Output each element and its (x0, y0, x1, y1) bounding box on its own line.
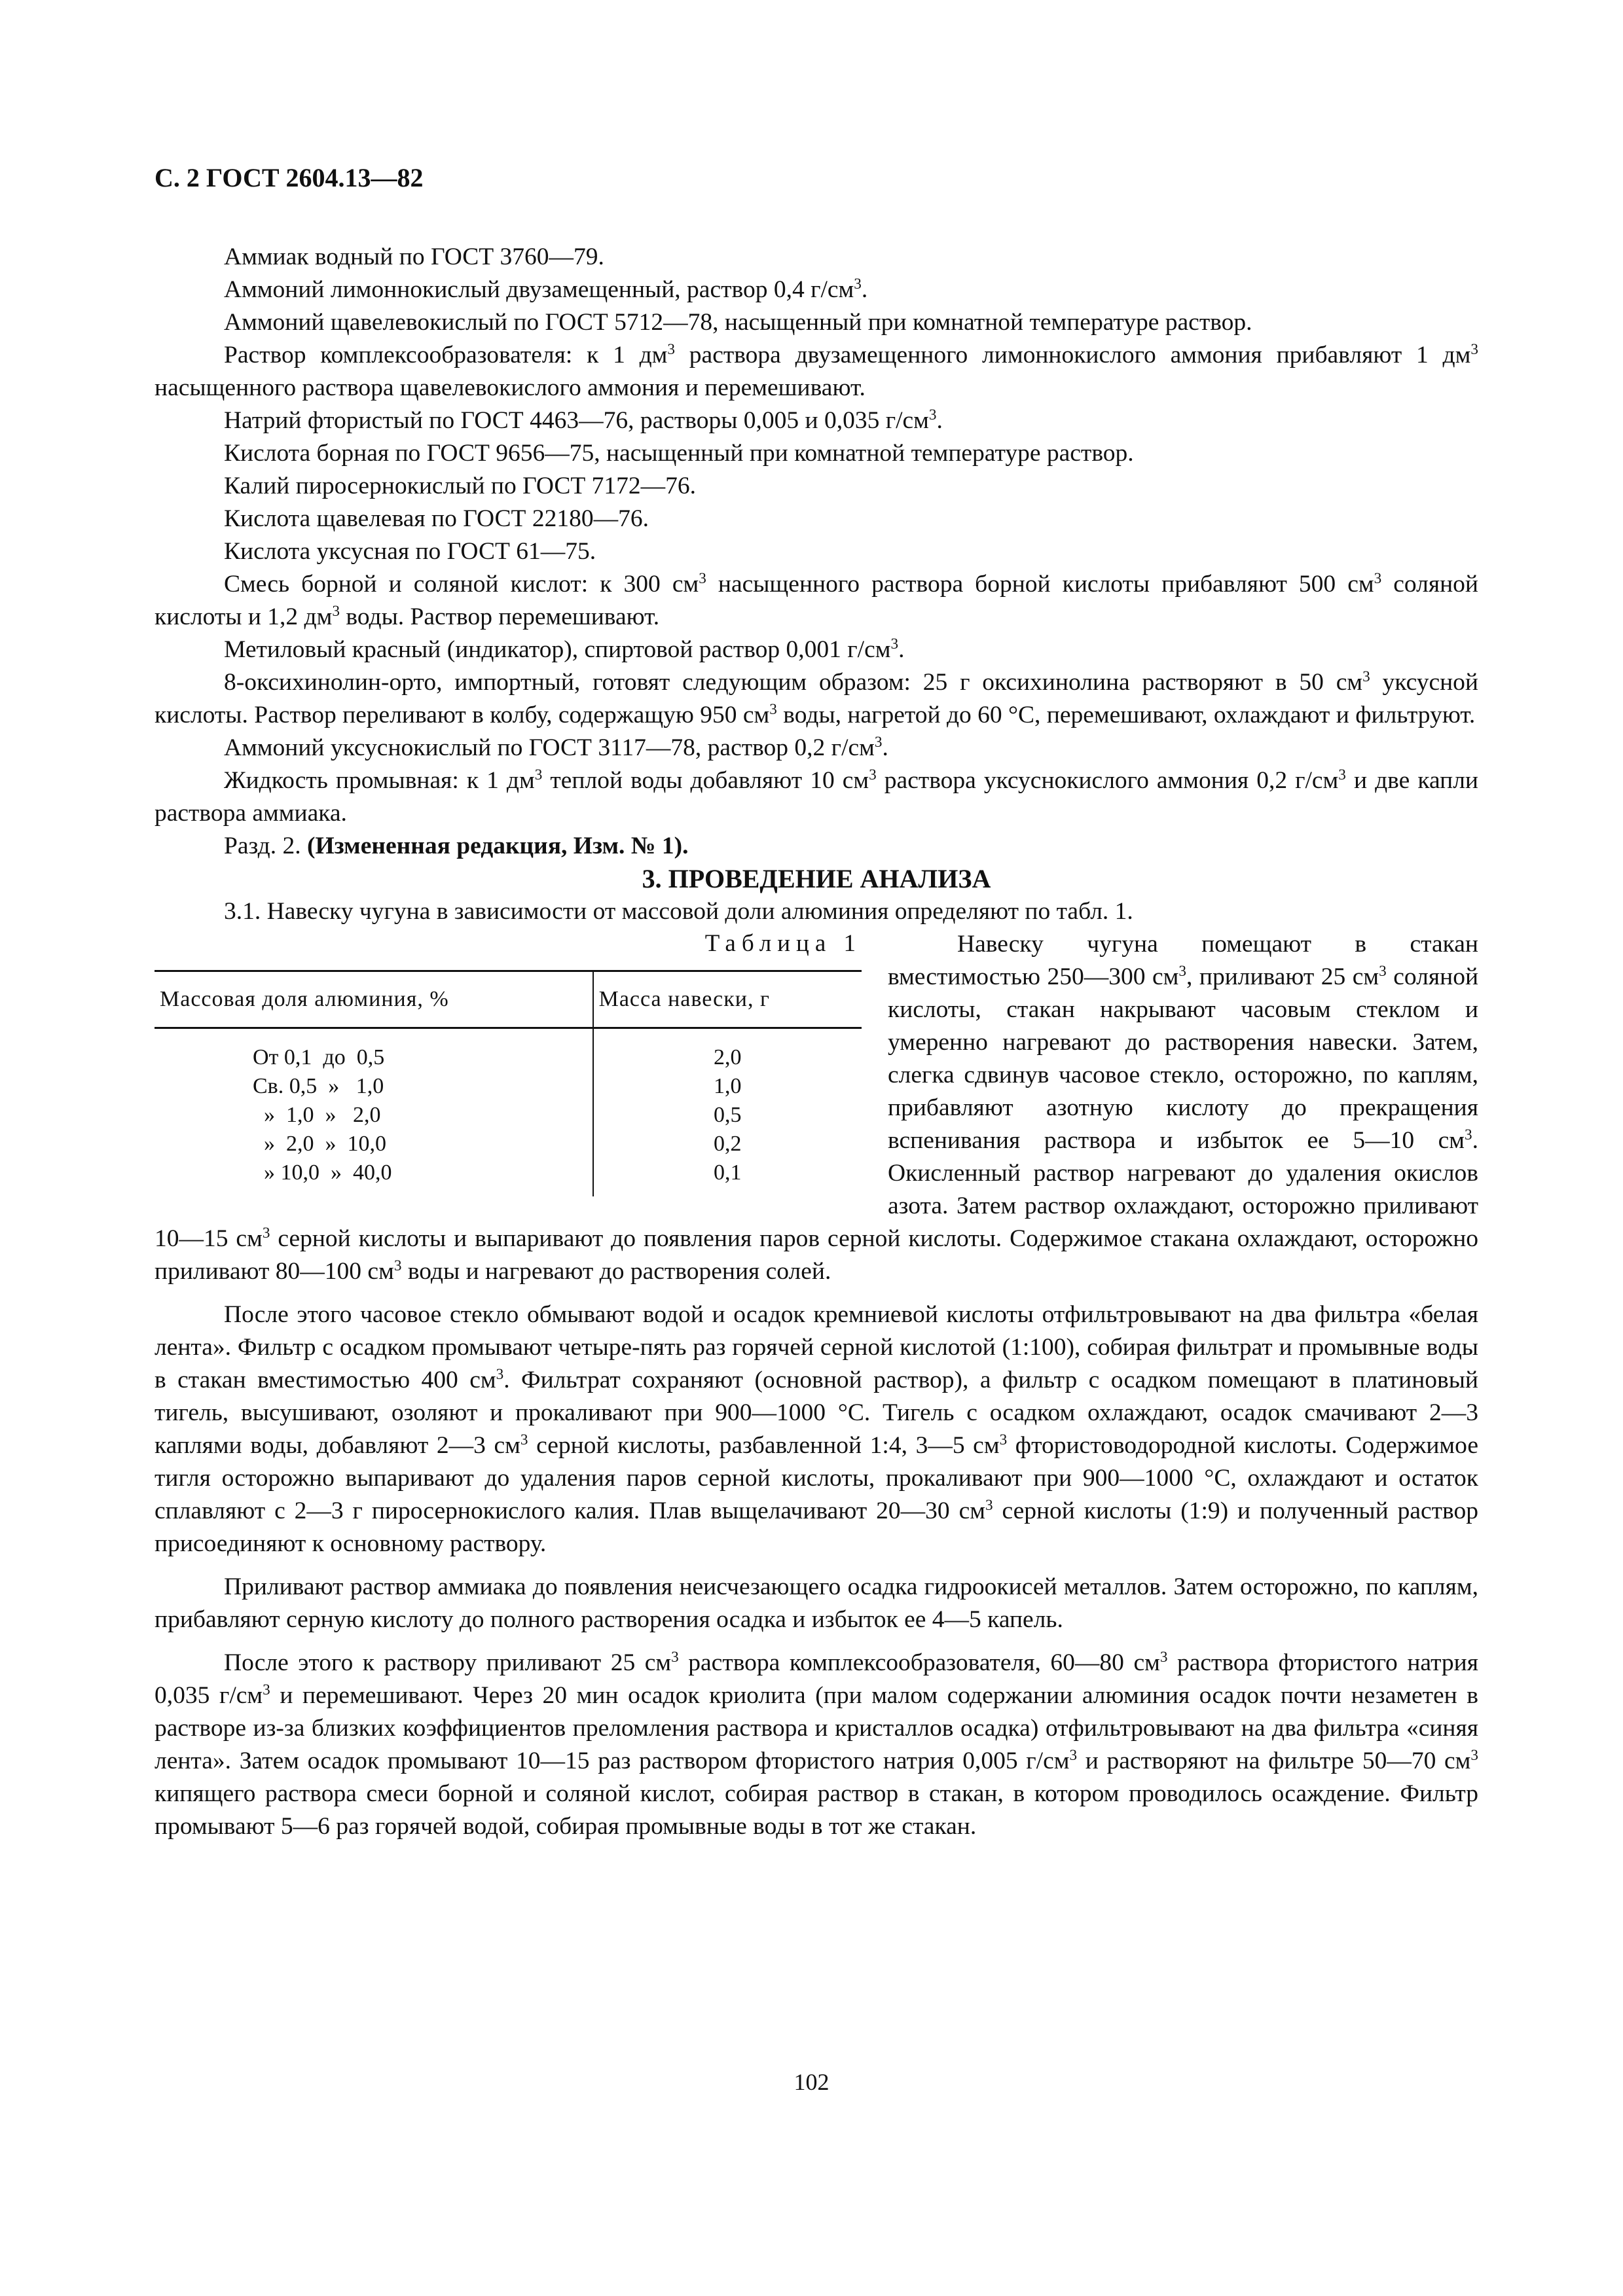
reagent-item: Жидкость промывная: к 1 $дм^3$ теплой воды добавляют 10 $см^3$ раствора уксуснокислого аммония 0,2 $г/см^3$ и две капли раствора аммиака. (155, 766, 1478, 827)
reagent-item: Кислота уксусная по ГОСТ 61—75. (224, 538, 596, 565)
table-cell-mass: 0,2 (714, 1132, 742, 1156)
reagent-item: Кислота щавелевая по ГОСТ 22180—76. (224, 505, 649, 532)
body-paragraph: Навеску чугуна помещают в стакан вместимостью 250—300 $см^3$, приливают 25 $см^3$ соляной кислоты, стакан накрывают часовым стеклом и умеренно нагревают до растворения навески. Затем, слегка сдвинув часовое стекло, осторожно, по каплям, прибавляют азотную кислоту до прекращения вспенивания раствора и избыток ее 5—10 $см^3$. Окисленный раствор нагревают до удаления окислов азота. Затем раствор охлаждают, осторожно приливают 10—15 $см^3$ серной кислоты и выпаривают до появления паров серной кислоты. Содержимое стакана охлаждают, осторожно приливают 80—100 $см^3$ воды и нагревают до растворения солей. (155, 931, 1479, 1285)
table-cell-range: » 10,0 » 40,0 (155, 1158, 593, 1196)
reagent-item: Метиловый красный (индикатор), спиртовой раствор 0,001 $г/см^3$. (224, 636, 905, 663)
reagent-item: Кислота борная по ГОСТ 9656—75, насыщенный при комнатной температуре раствор. (224, 440, 1134, 467)
reagent-item: 8-оксихинолин-орто, импортный, готовят следующим образом: 25 г оксихинолина растворяют в 50 $см^3$ уксусной кислоты. Раствор переливают в колбу, содержащую 950 $см^3$ воды, нагретой до 60 °С, перемешивают, охлаждают и фильтруют. (155, 668, 1479, 728)
amendment-note (155, 830, 1478, 863)
table-1 (155, 928, 862, 1196)
reagent-item: Раствор комплексообразователя: к 1 $дм^3$ раствора двузамещенного лимоннокислого аммония прибавляют 1 $дм^3$ насыщенного раствора щавелевокислого аммония и перемешивают. (155, 341, 1478, 401)
table-cell-range: Св. 0,5 » 1,0 (155, 1072, 593, 1101)
reagent-item: Калий пиросернокислый по ГОСТ 7172—76. (224, 473, 697, 499)
page-number: 102 (793, 2069, 830, 2095)
table-row (155, 1158, 862, 1196)
table-header-row (155, 971, 862, 1028)
intro-3-1: 3.1. Навеску чугуна в зависимости от массовой доли алюминия определяют по табл. 1. (224, 898, 1133, 925)
amendment-prefix: Разд. 2. (224, 833, 307, 859)
table-row (155, 1072, 862, 1101)
table-row (155, 1101, 862, 1130)
body-paragraph: После этого часовое стекло обмывают водой и осадок кремниевой кислоты отфильтровывают на два фильтра «белая лента». Фильтр с осадком промывают четыре-пять раз горячей серной кислотой (1:100), собирая фильтрат и промывные воды в стакан вместимостью 400 $см^3$. Фильтрат сохраняют (основной раствор), а фильтр с осадком помещают в платиновый тигель, высушивают, озоляют и прокаливают при 900—1000 °С. Тигель с осадком охлаждают, осадок смачивают 2—3 каплями воды, добавляют 2—3 $см^3$ серной кислоты, разбавленной 1:4, 3—5 $см^3$ фтористоводородной кислоты. Содержимое тигля осторожно выпаривают до удаления паров серной кислоты, прокаливают при 900—1000 °С, охлаждают и остаток сплавляют с 2—3 г пиросернокислого калия. Плав выщелачивают 20—30 $см^3$ серной кислоты (1:9) и полученный раствор присоединяют к основному раствору. (155, 1301, 1478, 1557)
table-cell-range: » 1,0 » 2,0 (155, 1101, 593, 1130)
amendment-bold: (Измененная редакция, Изм. № 1). (306, 833, 689, 859)
table-row (155, 1130, 862, 1158)
table-cell-mass: 1,0 (714, 1074, 742, 1098)
table-cell-range: » 2,0 » 10,0 (155, 1130, 593, 1158)
body-paragraph: После этого к раствору приливают 25 $см^3$ раствора комплексообразователя, 60—80 $см^3$ раствора фтористого натрия 0,035 $г/см^3$ и перемешивают. Через 20 мин осадок криолита (при малом содержании алюминия осадок почти незаметен в растворе из-за близких коэффициентов преломления раствора и кристаллов осадка) отфильтровывают на два фильтра «синяя лента». Затем осадок промывают 10—15 раз раствором фтористого натрия 0,005 $г/см^3$ и растворяют на фильтре 50—70 $см^3$ кипящего раствора смеси борной и соляной кислот, собирая раствор в стакан, в котором проводилось осаждение. Фильтр промывают 5—6 раз горячей водой, собирая промывные воды в тот же стакан. (155, 1649, 1478, 1840)
reagent-item: Аммоний лимоннокислый двузамещенный, раствор 0,4 $г/см^3$. (224, 276, 868, 303)
page-content (155, 241, 1478, 1843)
reagent-item: Аммиак водный по ГОСТ 3760—79. (224, 243, 604, 270)
body-paragraph: Приливают раствор аммиака до появления неисчезающего осадка гидроокисей металлов. Затем осторожно, по каплям, прибавляют серную кислоту до полного растворения осадка и избыток ее 4—5 капель. (155, 1573, 1478, 1633)
table-caption: Таблица 1 (704, 930, 862, 957)
table-cell-mass: 2,0 (714, 1045, 742, 1069)
section-title: 3. ПРОВЕДЕНИЕ АНАЛИЗА (642, 864, 991, 893)
running-header: С. 2 ГОСТ 2604.13—82 (155, 163, 424, 192)
table-row (155, 1028, 862, 1073)
reagents-list (155, 241, 1478, 863)
table-cell-range: От 0,1 до 0,5 (155, 1028, 593, 1073)
reagent-item: Смесь борной и соляной кислот: к 300 $см^3$ насыщенного раствора борной кислоты прибавляют 500 $см^3$ соляной кислоты и 1,2 $дм^3$ воды. Раствор перемешивают. (155, 570, 1478, 630)
table-cell-mass: 0,1 (714, 1160, 742, 1185)
table-1-grid (155, 970, 862, 1196)
reagent-item: Натрий фтористый по ГОСТ 4463—76, растворы 0,005 и 0,035 $г/см^3$. (224, 406, 943, 434)
table-header-aluminium: Массовая доля алюминия, % (155, 971, 593, 1028)
reagent-item: Аммоний щавелевокислый по ГОСТ 5712—78, насыщенный при комнатной температуре раствор. (224, 309, 1252, 336)
reagent-item: Аммоний уксуснокислый по ГОСТ 3117—78, раствор 0,2 $г/см^3$. (224, 734, 888, 761)
table-header-mass: Масса навески, г (593, 971, 862, 1028)
table-cell-mass: 0,5 (714, 1103, 742, 1127)
